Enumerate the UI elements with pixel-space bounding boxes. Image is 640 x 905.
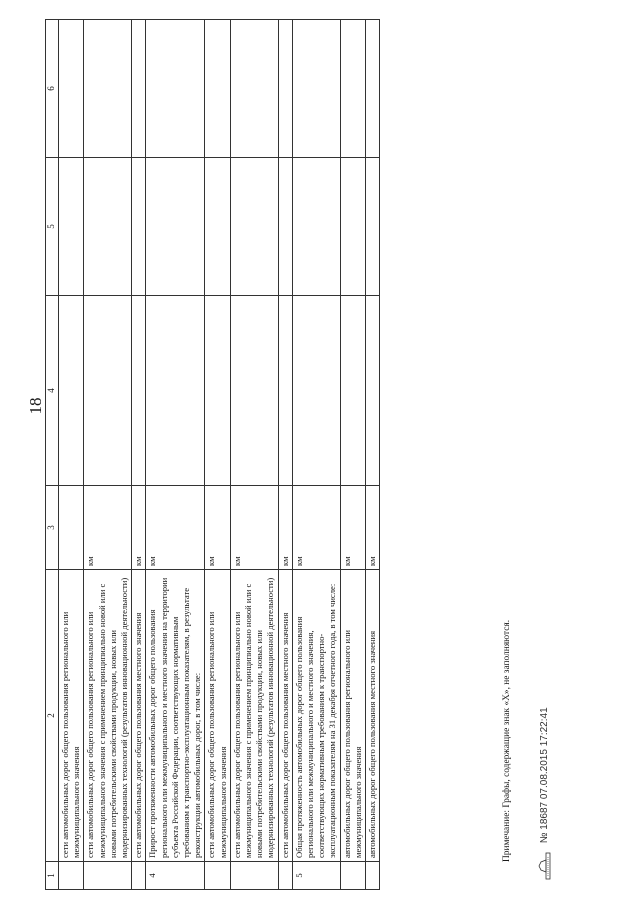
- table-row: [84, 20, 132, 890]
- row-name: сети автомобильных дорог общего пользования местного значения: [278, 570, 292, 862]
- row-cell: [59, 296, 84, 486]
- row-cell: [205, 20, 230, 158]
- row-unit: км: [205, 486, 230, 570]
- header-cell: 3: [46, 486, 59, 570]
- report-table: [45, 19, 380, 890]
- table-row: [132, 20, 146, 890]
- header-row: [46, 20, 59, 890]
- row-unit: км: [84, 486, 132, 570]
- row-cell: [340, 296, 365, 486]
- row-cell: [278, 20, 292, 158]
- stamp-text: № 18687 07.08.2015 17:22:41: [539, 707, 551, 844]
- row-unit: км: [366, 486, 380, 570]
- row-cell: [84, 158, 132, 296]
- table-row: [292, 20, 340, 890]
- row-cell: [146, 158, 205, 296]
- row-unit: км: [230, 486, 278, 570]
- header-cell: 6: [46, 20, 59, 158]
- row-name: автомобильных дорог общего пользования местного значения: [366, 570, 380, 862]
- row-cell: [366, 158, 380, 296]
- row-cell: [366, 296, 380, 486]
- row-cell: [366, 20, 380, 158]
- row-number: [205, 862, 230, 890]
- row-name: сети автомобильных дорог общего пользования регионального или межмуниципального значения: [205, 570, 230, 862]
- table-row: [146, 20, 205, 890]
- row-cell: [292, 158, 340, 296]
- row-cell: [132, 296, 146, 486]
- row-cell: [146, 296, 205, 486]
- emblem-icon: [538, 852, 551, 880]
- header-cell: 2: [46, 570, 59, 862]
- row-unit: км: [340, 486, 365, 570]
- row-cell: [292, 20, 340, 158]
- row-unit: км: [146, 486, 205, 570]
- row-unit: км: [132, 486, 146, 570]
- header-cell: 4: [46, 296, 59, 486]
- row-cell: [132, 20, 146, 158]
- row-cell: [146, 20, 205, 158]
- row-name: сети автомобильных дорог общего пользования местного значения: [132, 570, 146, 862]
- row-cell: [84, 296, 132, 486]
- table-row: [205, 20, 230, 890]
- row-name: автомобильных дорог общего пользования регионального или межмуниципального значения: [340, 570, 365, 862]
- row-unit: км: [292, 486, 340, 570]
- row-cell: [132, 158, 146, 296]
- table-row: [278, 20, 292, 890]
- row-name: сети автомобильных дорог общего пользования регионального или межмуниципального значения с применением принципиально новой или с новыми потребительскими свойствами продукции, новых или модернизированных технологий (результатов инновационной деятельности): [230, 570, 278, 862]
- footnote: Примечание: Графы, содержащие знак «Х», не заполняются.: [502, 619, 512, 862]
- row-number: [84, 862, 132, 890]
- row-number: [340, 862, 365, 890]
- table-row: [59, 20, 84, 890]
- table-row: [366, 20, 380, 890]
- row-number: [278, 862, 292, 890]
- report-table-wrapper: [45, 20, 493, 890]
- row-cell: [278, 296, 292, 486]
- row-cell: [278, 158, 292, 296]
- table-row: [230, 20, 278, 890]
- header-cell: 5: [46, 158, 59, 296]
- row-number: [132, 862, 146, 890]
- row-cell: [205, 296, 230, 486]
- row-number: [59, 862, 84, 890]
- table-row: [340, 20, 365, 890]
- row-cell: [230, 296, 278, 486]
- row-name: Прирост протяженности автомобильных дорог общего пользования регионального или межмуниципального и местного значения на территории субъекта Российской Федерации, соответствующих нормативным требованиям к транспортно-эксплуатационным показателям, в результате реконструкции автомобильных дорог, в том числе:: [146, 570, 205, 862]
- header-cell: 1: [46, 862, 59, 890]
- page-number: 18: [26, 397, 45, 415]
- row-number: [230, 862, 278, 890]
- row-name: Общая протяженность автомобильных дорог общего пользования регионального или межмуниципального и местного значения, соответствующих нормативным требованиям к транспортно-эксплуатационным показателям на 31 декабря отчетного года, в том числе:: [292, 570, 340, 862]
- row-cell: [59, 20, 84, 158]
- registration-stamp: [538, 480, 551, 880]
- row-name: сети автомобильных дорог общего пользования регионального или межмуниципального значения с применением принципиально новой или с новыми потребительскими свойствами продукции, новых или модернизированных технологий (результатов инновационной деятельности): [84, 570, 132, 862]
- row-number: 4: [146, 862, 205, 890]
- row-cell: [230, 158, 278, 296]
- row-number: [366, 862, 380, 890]
- row-cell: [84, 20, 132, 158]
- row-cell: [340, 20, 365, 158]
- row-cell: [59, 158, 84, 296]
- row-number: 5: [292, 862, 340, 890]
- row-cell: [340, 158, 365, 296]
- row-name: сети автомобильных дорог общего пользования регионального или межмуниципального значения: [59, 570, 84, 862]
- row-unit: км: [278, 486, 292, 570]
- row-unit: [59, 486, 84, 570]
- row-cell: [205, 158, 230, 296]
- row-cell: [230, 20, 278, 158]
- row-cell: [292, 296, 340, 486]
